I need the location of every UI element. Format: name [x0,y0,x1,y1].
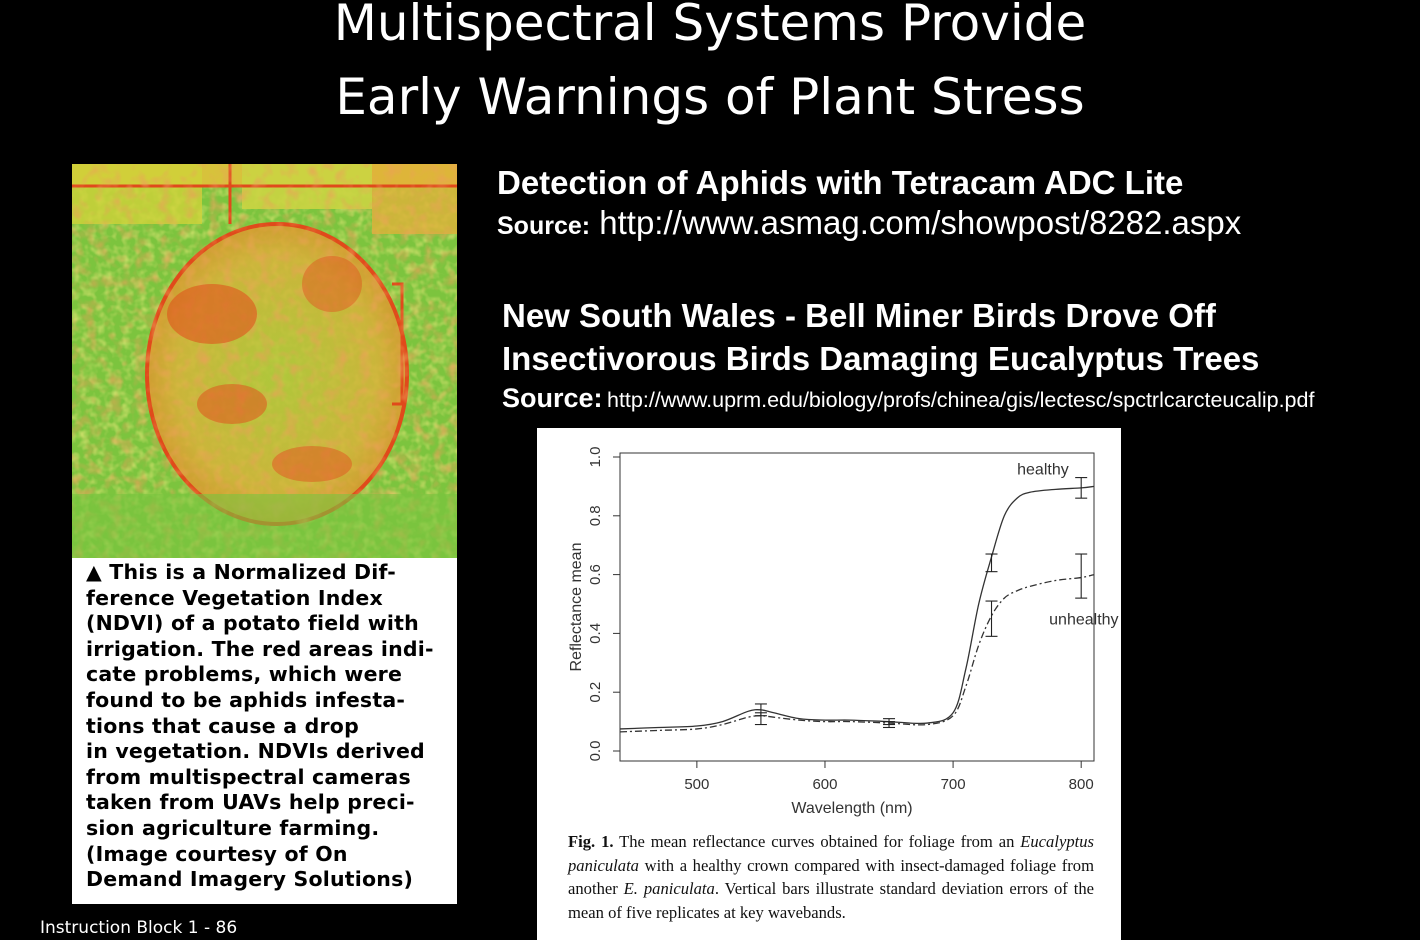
series-annotation: healthy [1017,461,1069,479]
ndvi-caption-line: irrigation. The red areas indi- [86,636,434,661]
figure-caption-label: Fig. 1. [568,832,614,851]
ndvi-caption-line: tions that cause a drop [86,713,359,738]
eucalyptus-heading-line-2: Insectivorous Birds Damaging Eucalyptus Trees [502,340,1260,377]
y-axis-label: Reflectance mean [568,542,585,672]
figure-caption-text-2: with a healthy crown compared with insect-damaged foliage from another [568,855,1094,898]
y-tick-label: 0.6 [587,564,604,586]
plot-frame [620,453,1094,761]
eucalyptus-heading-line-1: New South Wales - Bell Miner Birds Drove Off [502,297,1216,334]
ndvi-caption-line: found to be aphids infesta- [86,687,406,712]
eucalyptus-source-url[interactable]: http://www.uprm.edu/biology/profs/chinea/gis/lectesc/spctrlcarcteucalip.pdf [606,388,1315,412]
ndvi-figure [72,164,457,904]
instruction-block-label: Instruction Block 1 - 86 [40,918,238,938]
eucalyptus-source [502,383,1314,414]
x-tick-label: 500 [684,776,710,793]
aphids-source [497,204,1241,242]
figure-caption-text-3: . Vertical bars illustrate standard deviation errors of the mean of five replicates at key wavebands. [568,879,1094,922]
ndvi-caption-line: Demand Imagery Solutions) [86,867,414,892]
reflectance-chart [537,428,1121,828]
series-line-unhealthy [620,575,1094,732]
figure-caption-species: Eucalyptus paniculata [568,832,1094,875]
series-annotation: unhealthy [1049,611,1119,629]
ndvi-caption-line: from multispectral cameras [86,764,411,789]
eucalyptus-source-label: Source: [502,383,603,413]
x-axis-label: Wavelength (nm) [791,800,913,817]
figure-caption-species-short: E. paniculata [623,879,715,898]
y-tick-label: 1.0 [587,446,604,468]
x-tick-label: 800 [1068,776,1094,793]
x-tick-label: 600 [812,776,838,793]
aphids-heading: Detection of Aphids with Tetracam ADC Lite [497,164,1184,201]
series-line-healthy [620,486,1094,729]
ndvi-caption-line: taken from UAVs help preci- [86,790,415,815]
ndvi-field-image [72,164,457,558]
figure-caption [568,830,1094,924]
ndvi-caption [86,560,448,893]
aphids-source-label: Source: [497,212,591,240]
slide-title-line-1: Multispectral Systems Provide [333,0,1087,52]
y-tick-label: 0.8 [587,505,604,527]
slide-title [0,0,1420,134]
y-tick-label: 0.2 [587,681,604,703]
ndvi-caption-line: (NDVI) of a potato field with [86,611,419,636]
ndvi-caption-line: cate problems, which were [86,662,403,687]
ndvi-caption-line: in vegetation. NDVIs derived [86,739,425,764]
reflectance-figure [537,428,1121,940]
figure-caption-text-1: The mean reflectance curves obtained for foliage from an [619,832,1015,851]
ndvi-caption-line: (Image courtesy of On [86,841,348,866]
slide-title-line-2: Early Warnings of Plant Stress [335,68,1085,126]
ndvi-caption-line: ference Vegetation Index [86,585,383,610]
y-tick-label: 0.4 [587,622,604,644]
ndvi-caption-line: sion agriculture farming. [86,815,380,840]
x-tick-label: 700 [940,776,966,793]
aphids-source-url[interactable]: http://www.asmag.com/showpost/8282.aspx [599,204,1242,241]
y-tick-label: 0.0 [587,740,604,762]
ndvi-caption-line: ▲ This is a Normalized Dif- [86,560,396,584]
